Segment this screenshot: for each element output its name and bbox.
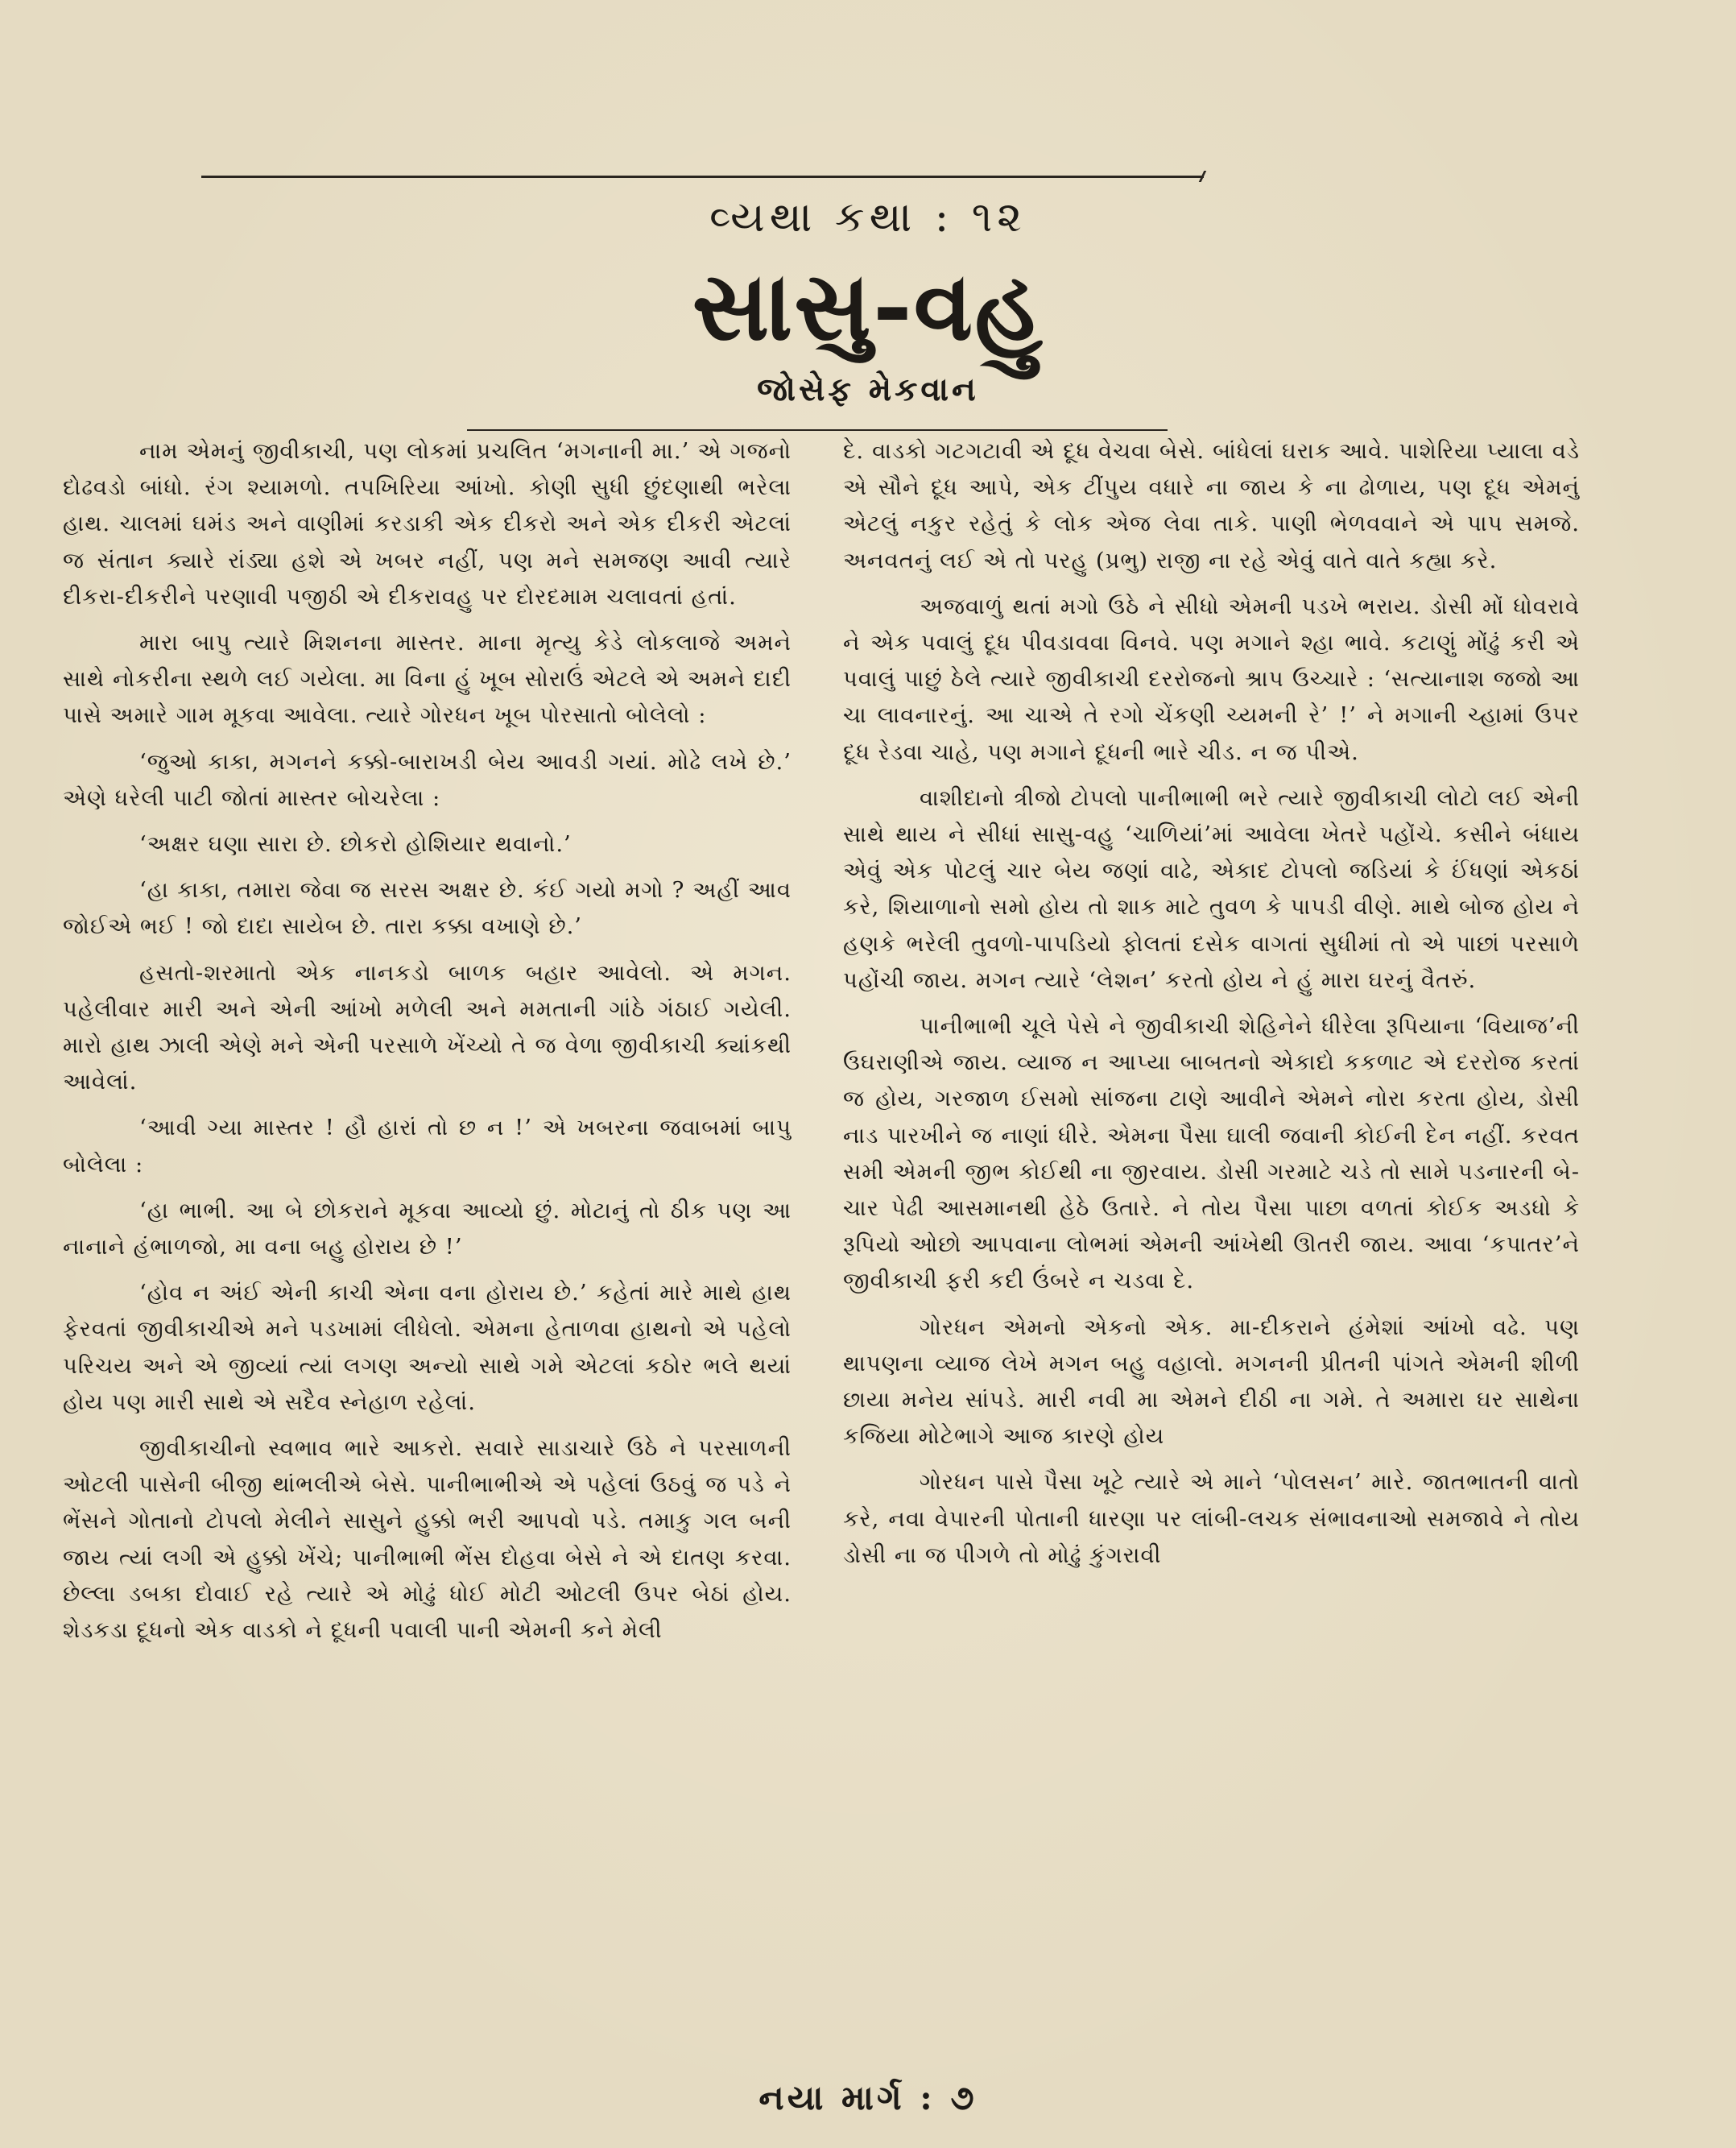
header-rule [201,176,1204,178]
paragraph: નામ એમનું જીવીકાચી, પણ લોકમાં પ્રચલિત ‘મગનાની મા.’ એ ગજનો દોઢવડો બાંધો. રંગ શ્યામળો. તપખિરિયા આંખો. કોણી સુધી છુંદણાથી ભરેલા હાથ. ચાલમાં ઘમંડ અને વાણીમાં કરડાકી એક દીકરો અને એક દીકરી એટલાં જ સંતાન ક્યારે રાંડ્યા હશે એ ખબર નહીં, પણ મને સમજણ આવી ત્યારે દીકરા-દીકરીને પરણાવી પજીઠી એ દીકરાવહુ પર દોરદમામ ચલાવતાં હતાં. [63,438,792,610]
paragraph: જીવીકાચીનો સ્વભાવ ભારે આકરો. સવારે સાડાચારે ઉઠે ને પરસાળની ઓટલી પાસેની બીજી થાંભલીએ બેસે. પાનીભાભીએ એ પહેલાં ઉઠવું જ પડે ને ભેંસને ગોતાનો ટોપલો મેલીને સાસુને હુક્કો ભરી આપવો પડે. તમાકુ ગલ બની જાય ત્યાં લગી એ હુક્કો ખેંચે; પાનીભાભી ભેંસ દોહવા બેસે ને એ દાતણ કરવા. છેલ્લા ડબકા દોવાઈ રહે ત્યારે એ મોઢું ધોઈ મોટી ઓટલી ઉપર બેઠાં હોય. શેડકડા દૂધનો એક વાડકો ને દૂધની પવાલી પાની એમની કને મેલી [63,1435,792,1644]
paragraph: દે. વાડકો ગટગટાવી એ દૂધ વેચવા બેસે. બાંધેલાં ઘરાક આવે. પાશેરિયા પ્યાલા વડે એ સૌને દૂધ આપે, એક ટીંપુય વધારે ના જાય કે ના ઢોળાય, પણ દૂધ એમનું એટલું નકુર રહેતું કે લોક એજ લેવા તાકે. પાણી ભેળવવાને એ પાપ સમજે. અનવતનું લઈ એ તો પરહુ (પ્રભુ) રાજી ના રહે એવું વાતે વાતે કહ્યા કરે. [843,438,1580,573]
paragraph: ‘જુઓ કાકા, મગનને કક્કો-બારાખડી બેય આવડી ગયાં. મોઢે લખે છે.’ એણે ધરેલી પાટી જોતાં માસ્તર બોચરેલા : [63,748,792,811]
left-column [63,433,792,1658]
paragraph: અજવાળું થતાં મગો ઉઠે ને સીધો એમની પડખે ભરાય. ડોસી મોં ધોવરાવે ને એક પવાલું દૂધ પીવડાવવા વિનવે. પણ મગાને શ્હા ભાવે. કટાણું મોંઢું કરી એ પવાલું પાછું ઠેલે ત્યારે જીવીકાચી દરરોજનો શ્રાપ ઉચ્ચારે : ‘સત્યાનાશ જજો આ ચા લાવનારનું. આ ચાએ તે રગો ચેંકણી ચ્યમની રે’ !’ ને મગાની ચ્હામાં ઉપર દૂધ રેડવા ચાહે, પણ મગાને દૂધની ભારે ચીડ. ન જ પીએ. [843,593,1580,765]
paragraph: ‘આવી ગ્યા માસ્તર ! હૌ હારાં તો છ ન !’ એ ખબરના જવાબમાં બાપુ બોલેલા : [63,1115,792,1177]
paragraph: ‘અક્ષર ઘણા સારા છે. છોકરો હોશિયાર થવાનો.’ [139,831,572,858]
paragraph: ‘હોવ ન અંઈ એની કાચી એના વના હોરાય છે.’ કહેતાં મારે માથે હાથ ફેરવતાં જીવીકાચીએ મને પડખામાં લીધેલો. એમના હેતાળવા હાથનો એ પહેલો પરિચય અને એ જીવ્યાં ત્યાં લગણ અન્યો સાથે ગમે એટલાં કઠોર ભલે થયાં હોય પણ મારી સાથે એ સદૈવ સ્નેહાળ રહેલાં. [63,1280,792,1415]
series-label: વ્યથા કથા : ૧૨ [709,193,1027,242]
article-title: સાસુ-વહુ [692,250,1044,362]
paragraph: ગોરધન એમનો એકનો એક. મા-દીકરાને હંમેશાં આંખો વઢે. પણ થાપણના વ્યાજ લેખે મગન બહુ વહાલો. મગનની પ્રીતની પાંગતે એમની શીળી છાયા મનેય સાંપડે. મારી નવી મા એમને દીઠી ના ગમે. તે અમારા ઘર સાથેના કજિયા મોટેભાગે આજ કારણે હોય [843,1314,1580,1450]
author-name: જોસેફ મેકવાન [757,370,979,408]
title-rule [467,429,1168,431]
paragraph: ‘હા ભાભી. આ બે છોકરાને મૂકવા આવ્યો છું. મોટાનું તો ઠીક પણ આ નાનાને હંભાળજો, મા વના બહુ હોરાય છે !’ [63,1197,792,1260]
paragraph: મારા બાપુ ત્યારે મિશનના માસ્તર. માના મૃત્યુ કેડે લોકલાજે અમને સાથે નોકરીના સ્થળે લઈ ગયેલા. મા વિના હું ખૂબ સોરાઉં એટલે એ અમને દાદી પાસે અમારે ગામ મૂકવા આવેલા. ત્યારે ગોરધન ખૂબ પોરસાતો બોલેલો : [63,630,792,729]
right-column [843,433,1580,1583]
paragraph: હસતો-શરમાતો એક નાનકડો બાળક બહાર આવેલો. એ મગન. પહેલીવાર મારી અને એની આંખો મળેલી અને મમતાની ગાંઠે ગંઠાઈ ગયેલી. મારો હાથ ઝાલી એણે મને એની પરસાળે ખેંચ્યો તે જ વેળા જીવીકાચી ક્યાંકથી આવેલાં. [63,959,792,1095]
paragraph: વાશીદાનો ત્રીજો ટોપલો પાનીભાભી ભરે ત્યારે જીવીકાચી લોટો લઈ એની સાથે થાય ને સીધાં સાસુ-વહુ ‘ચાળિયાં’માં આવેલા ખેતરે પહોંચે. કસીને બંધાય એવું એક પોટલું ચાર બેય જણાં વાઢે, એકાદ ટોપલો જડિયાં કે ઈંધણાં એકઠાં કરે, શિયાળાનો સમો હોય તો શાક માટે તુવળ કે પાપડી વીણે. માથે બોજ હોય ને હણકે ભરેલી તુવળો-પાપડિયો ફોલતાં દસેક વાગતાં સુધીમાં તો એ પાછાં પરસાળે પહોંચી જાય. મગન ત્યારે ‘લેશન’ કરતો હોય ને હું મારા ઘરનું વૈતરું. [843,784,1580,993]
paragraph: ‘હા કાકા, તમારા જેવા જ સરસ અક્ષર છે. કંઈ ગયો મગો ? અહીં આવ જોઈએ ભઈ ! જો દાદા સાયેબ છે. તારા કક્કા વખાણે છે.’ [63,877,792,940]
page-footer: નયા માર્ગ : ૭ [758,2078,978,2117]
paragraph: પાનીભાભી ચૂલે પેસે ને જીવીકાચી શેહિનેને ધીરેલા રૂપિયાના ‘વિયાજ’ની ઉઘરાણીએ જાય. વ્યાજ ન આપ્યા બાબતનો એકાદો કકળાટ એ દરરોજ કરતાં જ હોય, ગરજાળ ઈસમો સાંજના ટાણે આવીને એમને નોરા કરતા હોય, ડોસી નાડ પારખીને જ નાણાં ધીરે. એમના પૈસા ઘાલી જવાની કોઈની દેન નહીં. કરવત સમી એમની જીભ કોઈથી ના જીરવાય. ડોસી ગરમાટે ચડે તો સામે પડનારની બે-ચાર પેઢી આસમાનથી હેઠે ઉતારે. ને તોય પૈસા પાછા વળતાં કોઈક અડધો કે રૂપિયો ઓછો આપવાના લોભમાં એમની આંખેથી ઊતરી જાય. આવા ‘કપાતર’ને જીવીકાચી ફરી કદી ઉંબરે ન ચડવા દે. [843,1013,1580,1294]
paragraph: ગોરધન પાસે પૈસા ખૂટે ત્યારે એ માને ‘પોલસન’ મારે. જાતભાતની વાતો કરે, નવા વેપારની પોતાની ધારણા પર લાંબી-લચક સંભાવનાઓ સમજાવે ને તોય ડોસી ના જ પીગળે તો મોઢું કુંગરાવી [843,1469,1580,1568]
